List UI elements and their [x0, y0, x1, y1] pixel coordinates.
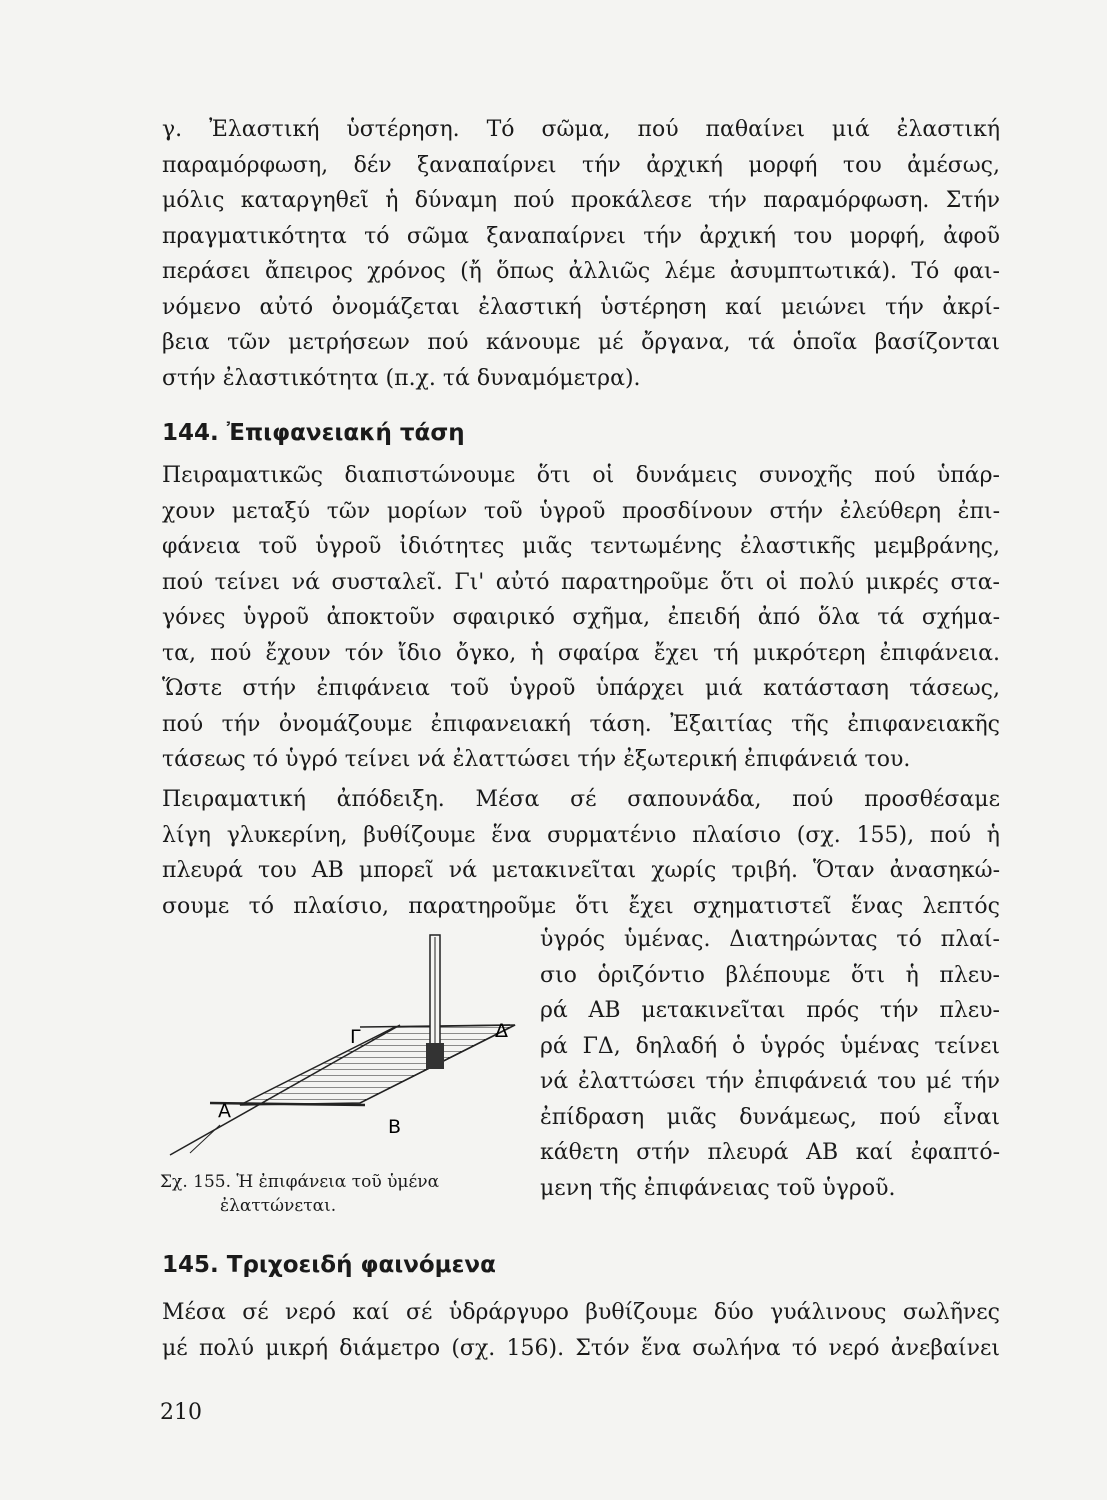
text-line: σουμε τό πλαίσιο, παρατηροῦμε ὅτι ἔχει σχηματιστεῖ ἕνας λεπτός [162, 893, 1000, 919]
figure-155-wire-frame [160, 925, 532, 1170]
paragraph-capillary [162, 1295, 1000, 1366]
text-line: γόνες ὑγροῦ ἀποκτοῦν σφαιρικό σχῆμα, ἐπειδή ἀπό ὅλα τά σχήμα- [162, 605, 1000, 630]
text-line: βεια τῶν μετρήσεων πού κάνουμε μέ ὄργανα, τά ὁποῖα βασίζονται [162, 330, 1000, 355]
text-line: φάνεια τοῦ ὑγροῦ ἰδιότητες μιᾶς τεντωμένης ἐλαστικῆς μεμβράνης, [162, 534, 1000, 559]
label-a: Α [218, 1100, 231, 1122]
text-line: πραγματικότητα τό σῶμα ξαναπαίρνει τήν ἀρχική του μορφή, ἀφοῦ [162, 223, 1000, 249]
paragraph-elastic-hysteresis [162, 112, 1000, 396]
text-line: ἐπίδραση μιᾶς δυνάμεως, πού εἶναι [540, 1104, 1000, 1130]
text-line: κάθετη στήν πλευρά ΑΒ καί ἐφαπτό- [540, 1140, 1000, 1165]
label-delta: Δ [495, 1020, 508, 1042]
text-line: μέ πολύ μικρή διάμετρο (σχ. 156). Στόν ἕνα σωλήνα τό νερό ἀνεβαίνει [162, 1335, 1000, 1361]
text-line: πού τήν ὀνομάζουμε ἐπιφανειακή τάση. Ἐξαιτίας τῆς ἐπιφανειακῆς [162, 711, 1000, 737]
text-line: Πειραματική ἀπόδειξη. Μέσα σέ σαπουνάδα, πού προσθέσαμε [162, 787, 1000, 812]
text-line: πού τείνει νά συσταλεῖ. Γι' αὐτό παρατηροῦμε ὅτι οἱ πολύ μικρές στα- [162, 569, 1000, 595]
text-line: ὑγρός ὑμένας. Διατηρώντας τό πλαί- [540, 927, 1000, 952]
text-line: μενη τῆς ἐπιφάνειας τοῦ ὑγροῦ. [540, 1175, 896, 1201]
paragraph-side-text [540, 922, 1000, 1206]
text-line: σιο ὁριζόντιο βλέπουμε ὅτι ἡ πλευ- [540, 962, 1000, 988]
label-b: Β [388, 1116, 402, 1138]
text-line: ρά ΓΔ, δηλαδή ὁ ὑγρός ὑμένας τείνει [540, 1033, 1000, 1059]
text-line: τάσεως τό ὑγρό τείνει νά ἐλαττώσει τήν ἐξωτερική ἐπιφάνειά του. [162, 747, 911, 772]
section-heading-145: 145. Τριχοειδή φαινόμενα [162, 1252, 496, 1278]
text-line: περάσει ἄπειρος χρόνος (ἤ ὅπως ἀλλιῶς λέμε ἀσυμπτωτικά). Τό φαι- [162, 259, 1000, 284]
caption-line: ἐλαττώνεται. [220, 1196, 337, 1216]
text-line: μόλις καταργηθεῖ ἡ δύναμη πού προκάλεσε τήν παραμόρφωση. Στήν [162, 188, 1000, 213]
handle-clamp [426, 1043, 444, 1069]
text-line: λίγη γλυκερίνη, βυθίζουμε ἕνα συρματένιο πλαίσιο (σχ. 155), πού ἡ [162, 822, 1000, 848]
text-line: πλευρά του ΑΒ μπορεῖ νά μετακινεῖται χωρίς τριβή. Ὅταν ἀνασηκώ- [162, 858, 1000, 883]
text-line: γ. Ἐλαστική ὑστέρηση. Τό σῶμα, πού παθαίνει μιά ἐλαστική [162, 117, 1000, 142]
text-line: ρά ΑΒ μετακινεῖται πρός τήν πλευ- [540, 998, 1000, 1023]
text-line: παραμόρφωση, δέν ξαναπαίρνει τήν ἀρχική μορφή του ἀμέσως, [162, 152, 1000, 178]
paragraph-surface-tension [162, 458, 1000, 778]
section-heading-144: 144. Ἐπιφανειακή τάση [162, 420, 465, 446]
text-line: στήν ἐλαστικότητα (π.χ. τά δυναμόμετρα). [162, 365, 641, 391]
text-line: νόμενο αὐτό ὀνομάζεται ἐλαστική ὑστέρηση καί μειώνει τήν ἀκρί- [162, 294, 1000, 320]
text-line: Μέσα σέ νερό καί σέ ὑδράργυρο βυθίζουμε δύο γυάλινους σωλῆνες [162, 1300, 1000, 1325]
paragraph-experiment [162, 782, 1000, 924]
page-number: 210 [160, 1400, 202, 1425]
text-line: χουν μεταξύ τῶν μορίων τοῦ ὑγροῦ προσδίνουν στήν ἐλεύθερη ἐπι- [162, 498, 1000, 524]
label-gamma: Γ [350, 1026, 361, 1048]
text-line: Ὥστε στήν ἐπιφάνεια τοῦ ὑγροῦ ὑπάρχει μιά κατάσταση τάσεως, [162, 676, 1000, 701]
caption-line: Σχ. 155. Ἡ ἐπιφάνεια τοῦ ὑμένα [160, 1172, 440, 1192]
text-line: τα, πού ἔχουν τόν ἴδιο ὄγκο, ἡ σφαίρα ἔχει τή μικρότερη ἐπιφάνεια. [162, 640, 1000, 666]
text-line: νά ἐλαττώσει τήν ἐπιφάνειά του μέ τήν [540, 1069, 1000, 1094]
figure-caption [160, 1170, 540, 1218]
text-line: Πειραματικῶς διαπιστώνουμε ὅτι οἱ δυνάμεις συνοχῆς πού ὑπάρ- [162, 463, 1000, 488]
